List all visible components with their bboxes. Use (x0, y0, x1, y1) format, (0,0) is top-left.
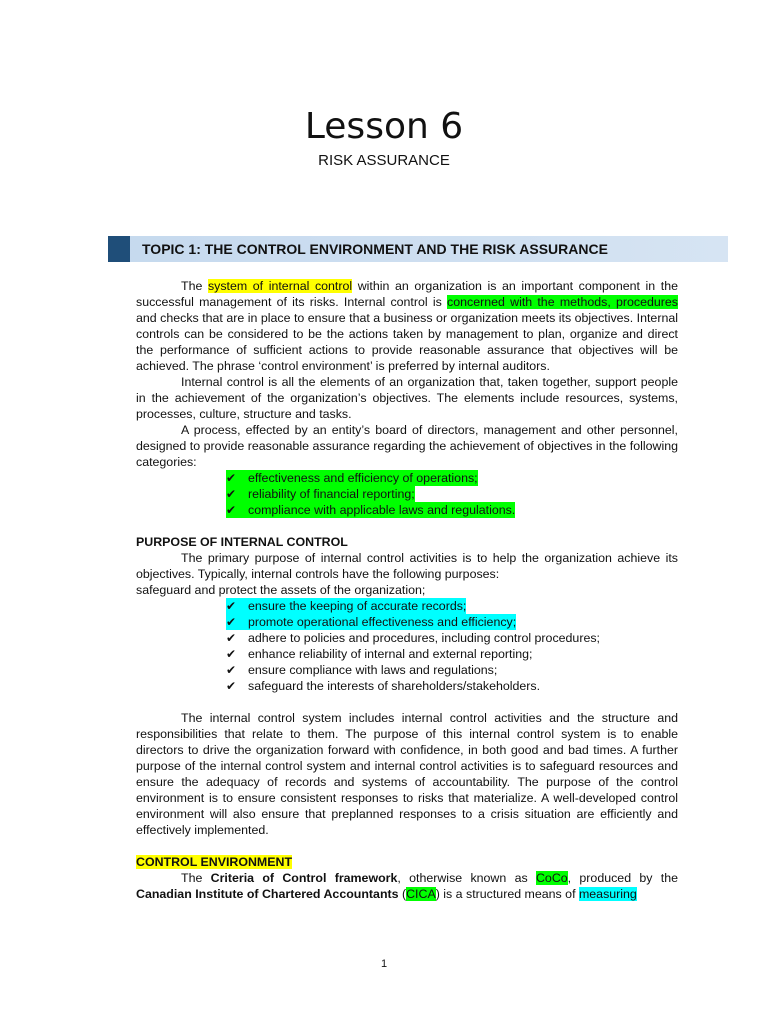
checkmark-icon: ✔ (226, 647, 237, 661)
text-run: and checks that are in place to ensure that a business or organization meets its objectives. Internal controls can be considered to be the actions taken by management to plan, organize and direct the performance of sufficient actions to provide reasonable assurance that objectives will be achieved. The phrase ‘control environment’ is preferred by internal auditors. (136, 311, 678, 373)
highlight-coco: CoCo (535, 871, 568, 885)
control-environment-heading (136, 854, 678, 870)
page-subtitle: RISK ASSURANCE (318, 152, 450, 169)
intro-paragraph-3: A process, effected by an entity’s board of directors, management and other personnel, designed to provide reasonable assurance regarding the achievement of objectives in the following categories: (136, 423, 678, 469)
highlight-measuring: measuring (578, 887, 637, 901)
text-run: The (181, 871, 211, 885)
intro-paragraph-1 (136, 278, 678, 374)
purpose-list (136, 598, 678, 694)
checkmark-icon: ✔ (226, 470, 248, 486)
purpose-paragraph-2: safeguard and protect the assets of the organization; (136, 583, 426, 597)
list-item-text: ensure the keeping of accurate records; (248, 599, 467, 613)
list-item-text: adhere to policies and procedures, including control procedures; (248, 631, 600, 645)
text-run: within an organization is an important component in the successful management of its risks. Internal control is (136, 279, 678, 309)
intro-paragraph-2: Internal control is all the elements of an organization that, taken together, support people in the achievement of the organization’s objectives. The elements include resources, systems, processes, culture, structure and tasks. (136, 375, 678, 421)
topic-square (108, 236, 130, 262)
spacer (136, 694, 678, 710)
list-item (226, 598, 678, 614)
checkmark-icon: ✔ (226, 679, 237, 693)
text-run: , otherwise known as (397, 871, 536, 885)
bold-cica-name: Canadian Institute of Chartered Accountants (136, 887, 399, 901)
topic-bar (108, 236, 728, 262)
list-item-text: ensure compliance with laws and regulations; (248, 663, 498, 677)
categories-list (136, 470, 678, 518)
checkmark-icon: ✔ (226, 614, 248, 630)
checkmark-icon: ✔ (226, 631, 237, 645)
checkmark-icon: ✔ (226, 598, 248, 614)
list-item (226, 614, 678, 630)
list-item (226, 502, 678, 518)
checkmark-icon: ✔ (226, 663, 237, 677)
highlight-methods-procedures: concerned with the methods, procedures (447, 295, 678, 309)
checkmark-icon: ✔ (226, 502, 248, 518)
list-item-text: enhance reliability of internal and external reporting; (248, 647, 533, 661)
highlight-system-of-internal-control: system of internal control (207, 279, 353, 293)
page-number: 1 (380, 958, 388, 970)
text-run: , produced by the (567, 871, 679, 885)
list-item-text: safeguard the interests of shareholders/stakeholders. (248, 679, 541, 693)
text-run: ( (398, 887, 407, 901)
list-item-text: effectiveness and efficiency of operations; (248, 471, 478, 485)
checkmark-icon: ✔ (226, 486, 248, 502)
list-item-text: reliability of financial reporting; (248, 487, 415, 501)
heading-highlight: CONTROL ENVIRONMENT (136, 855, 293, 869)
list-item-text: compliance with applicable laws and regulations. (248, 503, 516, 517)
list-item (226, 470, 678, 486)
list-item (226, 662, 678, 678)
list-item (226, 486, 678, 502)
control-environment-paragraph (136, 870, 678, 902)
topic-heading: TOPIC 1: THE CONTROL ENVIRONMENT AND THE RISK ASSURANCE (142, 241, 608, 257)
text-run: The (181, 279, 208, 293)
list-item (226, 678, 678, 694)
list-item (226, 646, 678, 662)
bold-criteria-of-control: Criteria of Control framework (210, 871, 398, 885)
purpose-heading: PURPOSE OF INTERNAL CONTROL (136, 535, 348, 549)
text-run: ) is a structured means of (435, 887, 579, 901)
spacer (136, 838, 678, 854)
document-body (136, 278, 678, 902)
highlight-cica: CICA (406, 887, 436, 901)
page-title: Lesson 6 (304, 106, 464, 147)
spacer (136, 518, 678, 534)
purpose-paragraph-3: The internal control system includes internal control activities and the structure and responsibilities that relate to them. The purpose of this internal control system is to enable directors to drive the organization forward with confidence, in both good and bad times. A further purpose of the internal control system and internal control activities is to safeguard resources and ensure the adequacy of records and systems of accountability. The purpose of the control environment is to ensure consistent responses to risks that materialize. A well-developed control environment will also ensure that preplanned responses to a crisis situation are efficiently and effectively implemented. (136, 711, 678, 837)
list-item-text: promote operational effectiveness and efficiency; (248, 615, 517, 629)
list-item (226, 630, 678, 646)
purpose-paragraph-1: The primary purpose of internal control activities is to help the organization achieve its objectives. Typically, internal controls have the following purposes: (136, 551, 678, 581)
